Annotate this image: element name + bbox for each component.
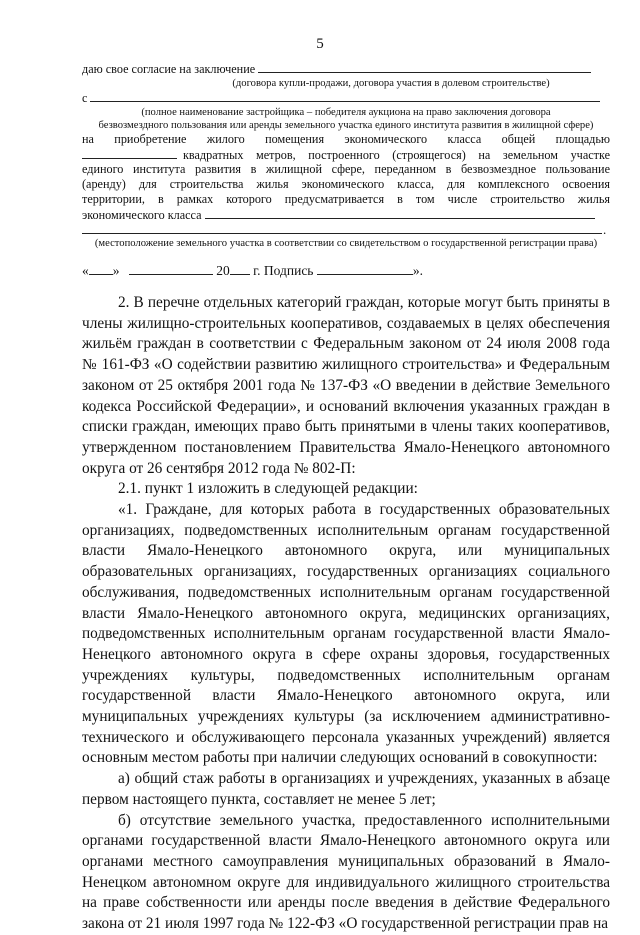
consent-line-1 [82,61,610,77]
consent-line-2 [82,90,610,106]
purpose-line-5: территории, в рамках которого предусматривается в том числе строительство жилья [82,192,610,206]
purpose-text-6: экономического класса [82,208,202,222]
purpose-line-2 [82,147,610,163]
paragraph-2: 2. В перечне отдельных категорий граждан, которые могут быть приняты в члены жилищно-строительных кооперативов, создаваемых в целях обеспечения жильём граждан в соответствии с Федеральным законом от 24 июля 2008 года № 161-ФЗ «О содействии развитию жилищного строительства» и Федеральным законом от 25 октября 2001 года № 137-ФЗ «О введении в действие Земельного кодекса Российской Федерации», и оснований включения указанных граждан в списки граждан, имеющих право быть принятыми в члены таких кооперативов, утвержденном постановлением Правительства Ямало-Ненецкого автономного округа от 26 сентября 2012 года № 802-П: [82,294,610,477]
signature-end: ». [412,263,423,278]
location-blank-2 [82,233,602,234]
purpose-line-3: единого института развития в жилищной сфере, переданном в безвозмездное пользование [82,162,610,176]
purpose-line-4: (аренду) для строительства жилья экономического класса, для комплексного освоения [82,177,610,191]
date-open-quote: « [82,263,89,278]
purpose-line-1: на приобретение жилого помещения экономического класса общей площадью [82,132,610,146]
area-blank [82,147,177,159]
paragraph-item-1: «1. Граждане, для которых работа в государственных образовательных организациях, подведомственных исполнительным органам государственной власти Ямало-Ненецкого автономного округа, или муниципальных образовательных организациях, государственных организациях социального обслуживания, подведомственных исполнительным органам государственной власти Ямало-Ненецкого автономного округа, медицинских организациях, подведомственных исполнительным органам государственной власти Ямало-Ненецкого автономного округа в сфере охраны здоровья, государственных учреждениях культуры, подведомственных исполнительным органам государственной власти Ямало-Ненецкого автономного округа, или муниципальных учреждениях культуры (за исключением административно-технического и обслуживающего персонала указанных учреждений) является основным местом работы при наличии следующих оснований в совокупности: [82,501,610,767]
year-suffix: г. [253,263,261,278]
location-blank-1 [205,207,595,219]
signature-line [82,263,610,279]
page-number: 5 [316,36,324,52]
paragraph-2-1: 2.1. пункт 1 изложить в следующей редакции: [118,480,418,498]
signature-blank [317,263,413,275]
caption-developer-1: (полное наименование застройщика – победителя аукциона на право заключения договора [141,107,551,118]
location-period: . [603,222,607,237]
contract-type-blank [258,61,591,73]
caption-developer-2: безвозмездного пользования или аренды земельного участка единого института развития в жилищной сфере) [98,120,594,131]
caption-location: (местоположение земельного участка в соответствии со свидетельством о государственной регистрации права) [94,238,598,249]
paragraph-item-b: б) отсутствие земельного участка, предоставленного исполнительными органами государственной власти Ямало-Ненецкого автономного округа или органами местного самоуправления муниципальных образований в Ямало-Ненецком автономном округе для индивидуального жилищного строительства на праве собственности или аренды после введения в действие Федерального закона от 21 июля 1997 года № 122-ФЗ «О государственной регистрации прав на [82,811,610,933]
consent-text-1: даю свое согласие на заключение [82,62,256,76]
purpose-text-2: квадратных метров, построенного (строящегося) на земельном участке [183,148,610,162]
consent-text-2: с [82,91,88,105]
year-prefix: 20 [216,263,230,278]
main-body [82,293,610,935]
year-blank [230,263,250,275]
developer-name-blank [90,90,600,102]
caption-contract-type: (договора купли-продажи, договора участия в долевом строительстве) [232,78,550,89]
purpose-line-6 [82,207,610,223]
date-close-quote: » [112,263,120,278]
signature-label: Подпись [263,263,314,278]
paragraph-item-a: а) общий стаж работы в организациях и учреждениях, указанных в абзаце первом настоящего пункта, составляет не менее 5 лет; [82,770,610,808]
day-blank [89,263,113,275]
month-blank [129,263,213,275]
